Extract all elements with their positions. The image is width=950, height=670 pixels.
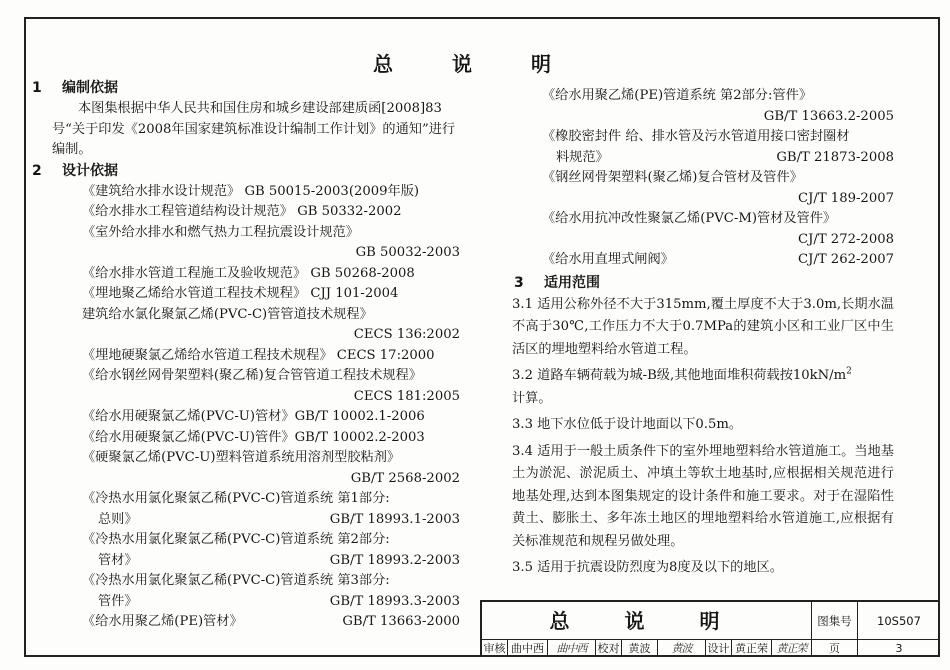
std-code: GB/T 2568-2002	[350, 470, 460, 486]
std-line: 《埋地聚乙烯给水管道工程技术规程》 CJJ 101-2004	[82, 286, 399, 301]
proof-label: 校对	[596, 640, 622, 657]
std-line: 《给水排水管道工程施工及验收规范》 GB 50268-2008	[82, 265, 415, 281]
section-2-heading: 2 设计依据	[32, 162, 118, 179]
std-line: 《给水用硬聚氯乙烯(PVC-U)管件》GB/T 10002.2-2003	[82, 429, 425, 445]
std-line: 《钢丝网骨架塑料(聚乙烯)复合管材及管件》	[542, 170, 803, 185]
std-line: 《给水用直埋式闸阀》 CJ/T 262-2007	[542, 252, 894, 267]
std-line: 《埋地硬聚氯乙烯给水管道工程技术规程》 CECS 17:2000	[82, 347, 435, 363]
atlas-label: 图集号	[812, 602, 858, 640]
review-label: 审核	[482, 640, 508, 657]
right-column	[512, 86, 894, 584]
scope-item-5: 3.5 适用于抗震设防烈度为8度及以下的地区。	[512, 560, 783, 575]
section-1-heading: 1 编制依据	[32, 80, 118, 96]
std-code: CJ/T 272-2008	[798, 231, 894, 247]
proofer-name: 黄波	[622, 640, 658, 657]
std-line: 《冷热水用氯化聚氯乙稀(PVC-C)管道系统 第3部分:	[82, 573, 390, 588]
std-line: 《冷热水用氯化聚氯乙稀(PVC-C)管道系统 第2部分:	[82, 532, 390, 547]
scope-item-2: 3.2 道路车辆荷载为城-B级,其他地面堆积荷载按$10kN/m^2$ 计算。	[512, 366, 852, 406]
section-3-heading: 3 适用范围	[514, 274, 600, 291]
std-line: 《给水用聚乙烯(PE)管道系统 第2部分:管件》	[542, 88, 813, 103]
section-1-text: 本图集根据中华人民共和国住房和城乡建设部建质函[2008]83号“关于印发《2008年国家建筑标准设计编制工作计划》的通知”进行编制。	[52, 101, 456, 157]
std-code: GB 50032-2003	[355, 245, 460, 260]
std-line: 《给水用抗冲改性聚氯乙烯(PVC-M)管材及管件》	[542, 211, 837, 226]
scope-item-3: 3.3 地下水位低于设计地面以下0.5m。	[512, 417, 743, 432]
left-column	[32, 78, 460, 633]
std-code: CECS 181:2005	[353, 388, 460, 404]
reviewer-signature: 曲中西	[548, 640, 596, 657]
std-line: 《建筑给水排水设计规范》 GB 50015-2003(2009年版)	[82, 183, 420, 199]
atlas-number: 10S507	[858, 602, 940, 640]
std-line: 《给水钢丝网骨架塑料(聚乙稀)复合管管道工程技术规程》	[82, 368, 422, 383]
std-code: GB/T 13663.2-2005	[763, 108, 894, 124]
design-label: 设计	[706, 640, 732, 657]
reviewer-name: 曲中西	[508, 640, 548, 657]
title-block	[480, 600, 940, 657]
scope-item-4: 3.4 适用于一般土质条件下的室外埋地塑料给水管道施工。当地基土为淤泥、淤泥质土、冲填土等软土地基时,应根据相关规范进行地基处理,达到本图集规定的设计条件和施工要求。对于在湿陷性黄土、膨胀土、多年冻土地区的埋地塑料给水管道施工,应根据有关标准规范和规程另做处理。	[512, 443, 894, 549]
proofer-signature: 黄波	[658, 640, 706, 657]
std-line: 建筑给水氯化聚氯乙烯(PVC-C)管管道技术规程》	[82, 306, 373, 322]
std-line: 《给水排水工程管道结构设计规范》 GB 50332-2002	[82, 204, 402, 219]
std-line-cont: 管件》 GB/T 18993.3-2003	[98, 593, 460, 609]
designer-signature: 黄正荣	[772, 640, 812, 657]
std-line-cont: 总则》 GB/T 18993.1-2003	[98, 511, 460, 527]
designer-name: 黄正荣	[732, 640, 772, 657]
std-line: 《给水用聚乙烯(PE)管材》 GB/T 13663-2000	[82, 614, 460, 629]
std-line: 《室外给水排水和燃气热力工程抗震设计规范》	[82, 224, 359, 240]
section-3-body	[512, 294, 894, 580]
page-number: 3	[895, 642, 903, 655]
page-title: 总 说 明	[373, 52, 577, 76]
std-line-cont: 料规范》 GB/T 21873-2008	[556, 149, 894, 165]
std-line-cont: 管材》 GB/T 18993.2-2003	[98, 552, 460, 568]
scope-item-1: 3.1 适用公称外径不大于315mm,覆土厚度不大于3.0m,长期水温不高于30℃,工作压力不大于0.7MPa的建筑小区和工业厂区中生活区的埋地塑料给水管道工程。	[512, 296, 894, 357]
std-line: 《硬聚氯乙烯(PVC-U)塑料管道系统用溶剂型胶粘剂》	[82, 450, 401, 465]
page-label: 页	[812, 640, 858, 657]
std-line: 《冷热水用氯化聚氯乙稀(PVC-C)管道系统 第1部分:	[82, 491, 390, 506]
std-code: CECS 136:2002	[353, 327, 460, 342]
std-line: 《给水用硬聚氯乙烯(PVC-U)管材》GB/T 10002.1-2006	[82, 409, 425, 424]
title-block-title: 总 说 明	[482, 602, 812, 640]
std-line: 《橡胶密封件 给、排水管及污水管道用接口密封圈材	[542, 129, 850, 144]
std-code: CJ/T 189-2007	[798, 190, 894, 206]
